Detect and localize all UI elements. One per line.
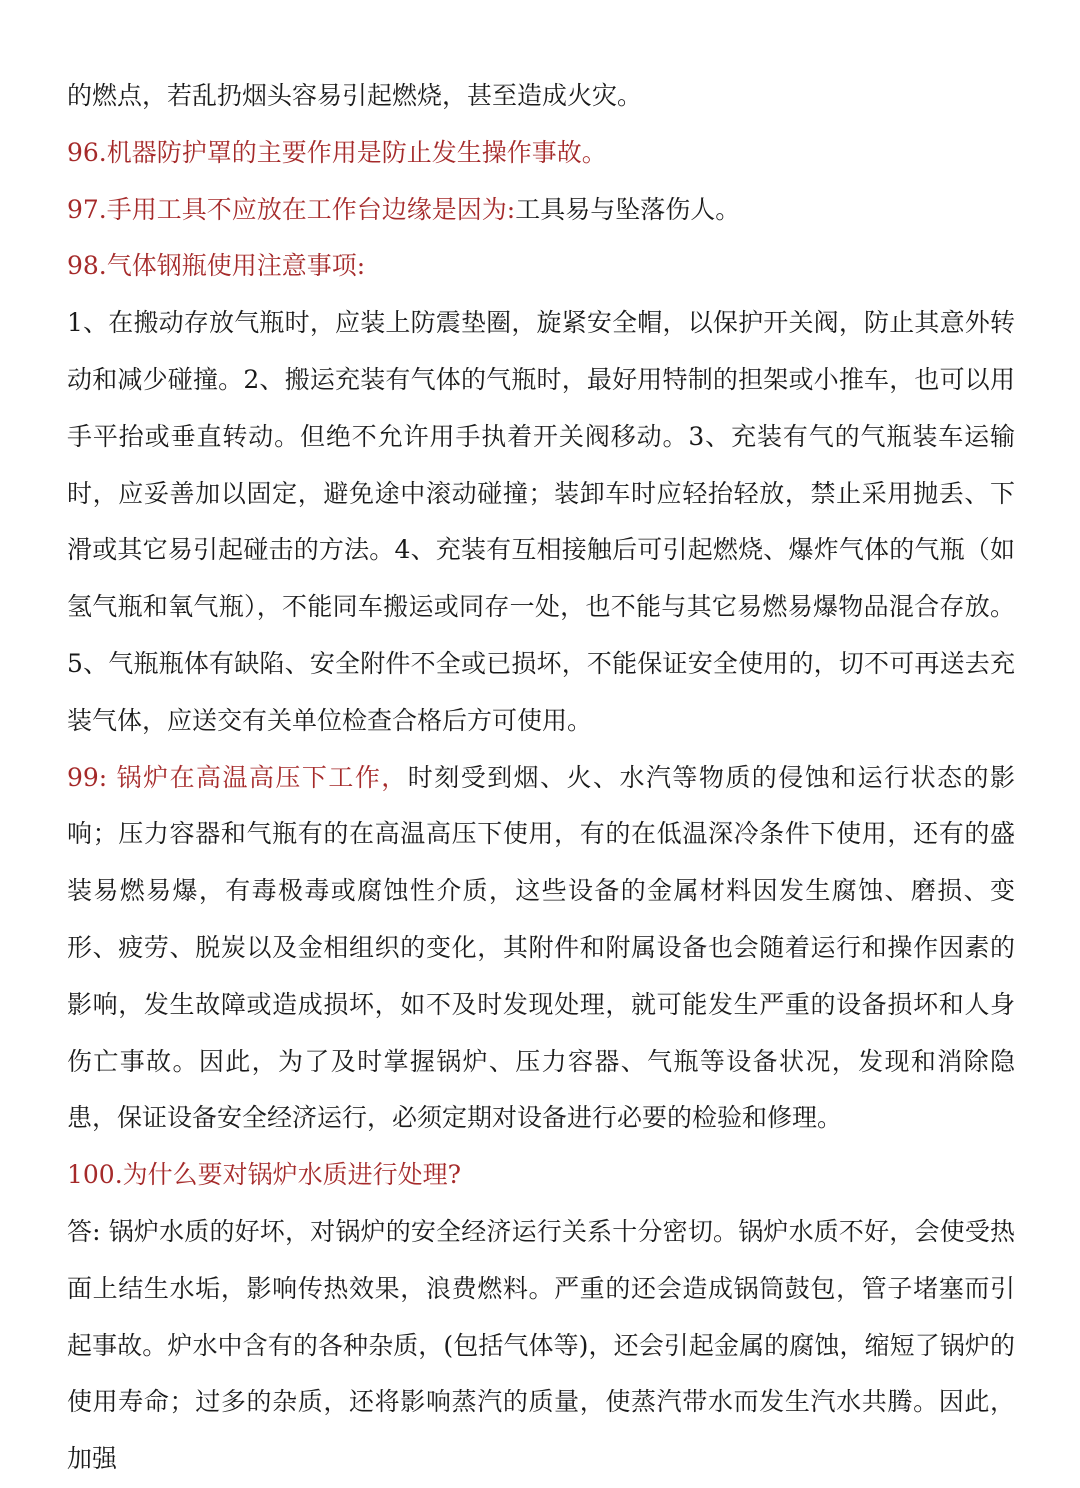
document-page [67, 68, 1015, 1488]
q99-heading: 99: 锅炉在高温高压下工作， [67, 762, 408, 792]
q100-heading: 100.为什么要对锅炉水质进行处理? [67, 1160, 462, 1190]
q99-paragraph [67, 750, 1015, 1148]
q98-body: 1、在搬动存放气瓶时，应装上防震垫圈，旋紧安全帽，以保护开关阀，防止其意外转动和减少碰撞。2、搬运充装有气体的气瓶时，最好用特制的担架或小推车，也可以用手平抬或垂直转动。但绝不允许用手执着开关阀移动。3、充装有气的气瓶装车运输时，应妥善加以固定，避免途中滚动碰撞；装卸车时应轻抬轻放，禁止采用抛丢、下滑或其它易引起碰击的方法。4、充装有互相接触后可引起燃烧、爆炸气体的气瓶（如氢气瓶和氧气瓶），不能同车搬运或同存一处，也不能与其它易燃易爆物品混合存放。5、气瓶瓶体有缺陷、安全附件不全或已损坏，不能保证安全使用的，切不可再送去充装气体，应送交有关单位检查合格后方可使用。 [67, 308, 1015, 735]
q97-answer: 工具易与坠落伤人。 [515, 194, 741, 224]
q97-heading: 97.手用工具不应放在工作台边缘是因为: [67, 194, 516, 224]
q97-paragraph [67, 182, 1015, 239]
q99-body: 时刻受到烟、火、水汽等物质的侵蚀和运行状态的影响；压力容器和气瓶有的在高温高压下使用，有的在低温深冷条件下使用，还有的盛装易燃易爆，有毒极毒或腐蚀性介质，这些设备的金属材料因发生腐蚀、磨损、变形、疲劳、脱炭以及金相组织的变化，其附件和附属设备也会随着运行和操作因素的影响，发生故障或造成损坏，如不及时发现处理，就可能发生严重的设备损坏和人身伤亡事故。因此，为了及时掌握锅炉、压力容器、气瓶等设备状况，发现和消除隐患，保证设备安全经济运行，必须定期对设备进行必要的检验和修理。 [67, 762, 1015, 1133]
q100-body: 答: 锅炉水质的好坏，对锅炉的安全经济运行关系十分密切。锅炉水质不好，会使受热面上结生水垢，影响传热效果，浪费燃料。严重的还会造成锅筒鼓包，管子堵塞而引起事故。炉水中含有的各种杂质，(包括气体等)，还会引起金属的腐蚀，缩短了锅炉的使用寿命；过多的杂质，还将影响蒸汽的质量，使蒸汽带水而发生汽水共腾。因此，加强 [67, 1216, 1015, 1474]
intro-fragment: 的燃点，若乱扔烟头容易引起燃烧，甚至造成火灾。 [67, 81, 643, 110]
q96-text: 96.机器防护罩的主要作用是防止发生操作事故。 [67, 137, 607, 167]
q98-heading: 98.气体钢瓶使用注意事项: [67, 251, 366, 281]
